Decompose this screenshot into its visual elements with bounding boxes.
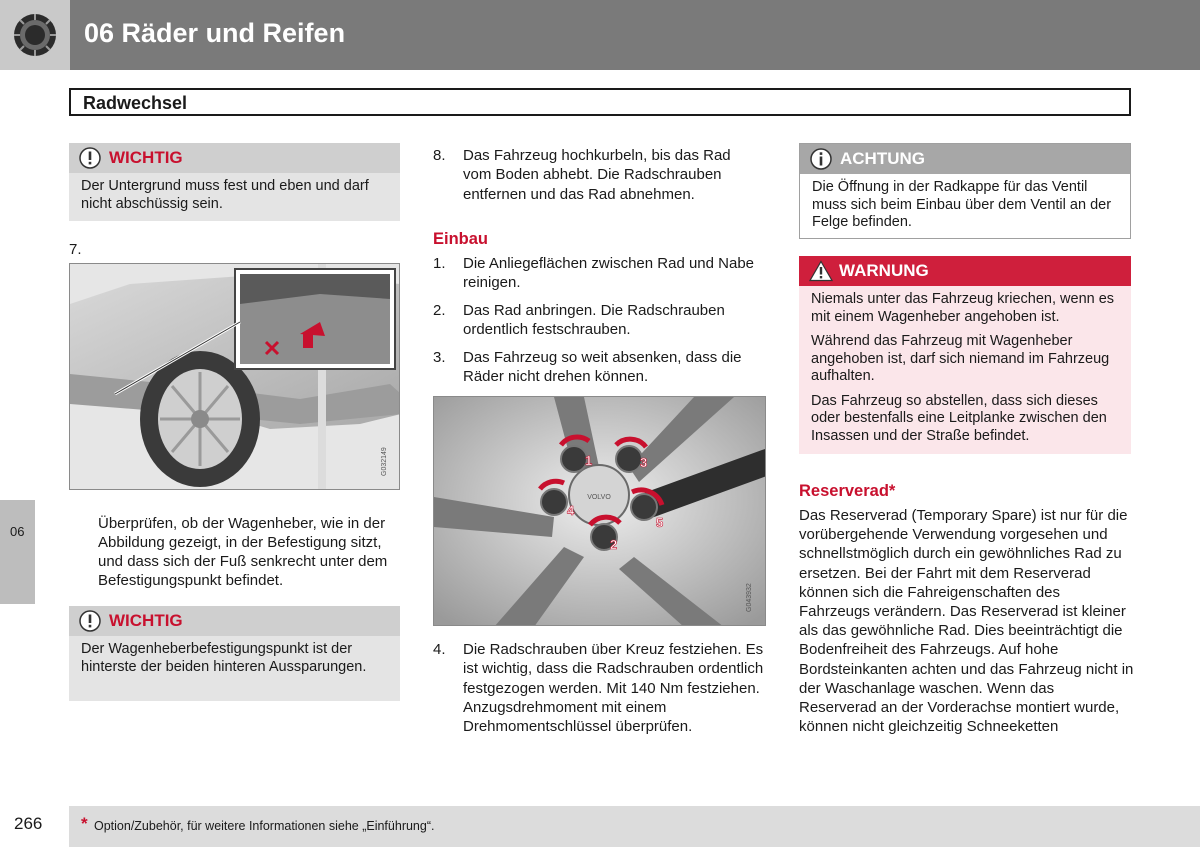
footnote-text: Option/Zubehör, für weitere Informationen siehe „Einführung“. bbox=[94, 819, 435, 833]
footnote-star: * bbox=[81, 814, 88, 833]
car-jack-illustration bbox=[70, 264, 400, 490]
tire-icon bbox=[12, 12, 58, 58]
achtung-note bbox=[799, 143, 1131, 239]
section-title-bar bbox=[69, 88, 1131, 116]
important-icon bbox=[79, 147, 101, 169]
step-text: Die Radschrauben über Kreuz festziehen. Es ist wichtig, dass die Radschrauben ordentlich festgezogen werden. Mit 140 Nm festziehen. Anzugsdrehmoment mit einem Drehmomentschlüssel überprüfen. bbox=[463, 641, 764, 736]
note-text: Der Wagenheberbefestigungspunkt ist der hinterste der beiden hinteren Aussparungen. bbox=[81, 641, 367, 675]
step-8 bbox=[433, 146, 768, 206]
important-icon bbox=[79, 610, 101, 632]
section-title: Radwechsel bbox=[83, 93, 188, 113]
chapter-title: 06 Räder und Reifen bbox=[84, 18, 346, 48]
note-title: WICHTIG bbox=[109, 148, 183, 167]
step-number: 8. bbox=[433, 147, 446, 164]
step-number: 1. bbox=[433, 255, 446, 272]
note-title: WARNUNG bbox=[839, 261, 929, 280]
warning-paragraph: Niemals unter das Fahrzeug kriechen, wenn es mit einem Wagenheber angehoben ist. bbox=[811, 291, 1115, 325]
note-header bbox=[69, 606, 400, 636]
wichtig-note-jackpoint bbox=[69, 606, 400, 701]
hub-logo: VOLVO bbox=[587, 494, 611, 501]
step-text: Die Anliegeflächen zwischen Rad und Nabe reinigen. bbox=[463, 255, 755, 292]
wheel-bolts-figure bbox=[433, 396, 766, 626]
page-number: 266 bbox=[14, 814, 43, 833]
chapter-icon-box bbox=[0, 0, 70, 70]
wheel-bolt-pattern-illustration bbox=[434, 397, 766, 626]
bolt-label-3: 3 bbox=[640, 455, 648, 470]
note-header bbox=[799, 256, 1131, 286]
figure-code: G043932 bbox=[746, 583, 753, 612]
note-text: Die Öffnung in der Radkappe für das Ventil muss sich beim Einbau über dem Ventil an der Felge befinden. bbox=[812, 179, 1112, 230]
note-title: WICHTIG bbox=[109, 611, 183, 630]
step-4 bbox=[433, 640, 768, 760]
note-text: Der Untergrund muss fest und eben und darf nicht abschüssig sein. bbox=[81, 178, 369, 212]
wichtig-note-ground bbox=[69, 143, 400, 221]
warning-text-block bbox=[799, 286, 1131, 458]
bolt-label-2: 2 bbox=[610, 537, 618, 552]
step-text: Das Fahrzeug so weit absenken, dass die Räder nicht drehen können. bbox=[463, 349, 742, 386]
note-header bbox=[800, 144, 1130, 174]
info-icon bbox=[810, 148, 832, 170]
step-number: 4. bbox=[433, 641, 446, 658]
bolt-label-1: 1 bbox=[585, 453, 593, 468]
chapter-side-tab bbox=[0, 500, 35, 604]
warning-paragraph: Das Fahrzeug so abstellen, dass sich dieses oder bestenfalls eine Leitplanke zwischen den Insassen und der Straße befindet. bbox=[811, 392, 1107, 444]
step-text: Das Fahrzeug hochkurbeln, bis das Rad vom Boden abhebt. Die Radschrauben entfernen und das Rad abnehmen. bbox=[463, 147, 731, 203]
reserverad-text: Das Reserverad (Temporary Spare) ist nur für die vorübergehende Verwendung vorgesehen und schnellstmöglich durch ein gewöhnliches Rad zu ersetzen. Bei der Fahrt mit dem Reserverad können sich die Fahreigenschaften des Fahrzeugs verändern. Das Reserverad ist kleiner als das gewöhnliche Rad. Dies beeinträchtigt die Bodenfreiheit des Fahrzeugs. Auf hohe Bordsteinkanten achten und das Fahrzeug nicht in der Waschanlage waschen. Wenn das Reserverad an der Vorderachse montiert wurde, können nicht gleichzeitig Schneeketten bbox=[799, 507, 1134, 736]
bolt-label-5: 5 bbox=[656, 515, 664, 530]
einbau-step-1 bbox=[433, 254, 768, 294]
step-7-label: 7. bbox=[69, 241, 82, 258]
chapter-header bbox=[0, 0, 1200, 70]
einbau-heading: Einbau bbox=[433, 230, 489, 248]
warnung-note bbox=[799, 256, 1131, 454]
figure-code: G032149 bbox=[381, 447, 388, 476]
note-header bbox=[69, 143, 400, 173]
footer-note-bar bbox=[69, 806, 1200, 847]
jack-figure bbox=[69, 263, 400, 490]
bolt-label-4: 4 bbox=[567, 503, 575, 518]
reserverad-heading: Reserverad* bbox=[799, 482, 896, 500]
note-title: ACHTUNG bbox=[840, 149, 925, 168]
einbau-step-3 bbox=[433, 348, 768, 388]
einbau-step-2 bbox=[433, 301, 768, 341]
warning-triangle-icon bbox=[809, 260, 833, 282]
step-text: Das Rad anbringen. Die Radschrauben ordentlich festschrauben. bbox=[463, 302, 725, 339]
chapter-side-tab-label: 06 bbox=[10, 524, 25, 539]
warning-paragraph: Während das Fahrzeug mit Wagenheber angehoben ist, darf sich niemand im Fahrzeug aufhalten. bbox=[811, 333, 1110, 384]
step-7-text: Überprüfen, ob der Wagenheber, wie in der Abbildung gezeigt, in der Befestigung sitzt, und dass sich der Fuß senkrecht unter dem Befestigungspunkt befindet. bbox=[98, 515, 388, 589]
step-number: 2. bbox=[433, 302, 446, 319]
step-number: 3. bbox=[433, 349, 446, 366]
